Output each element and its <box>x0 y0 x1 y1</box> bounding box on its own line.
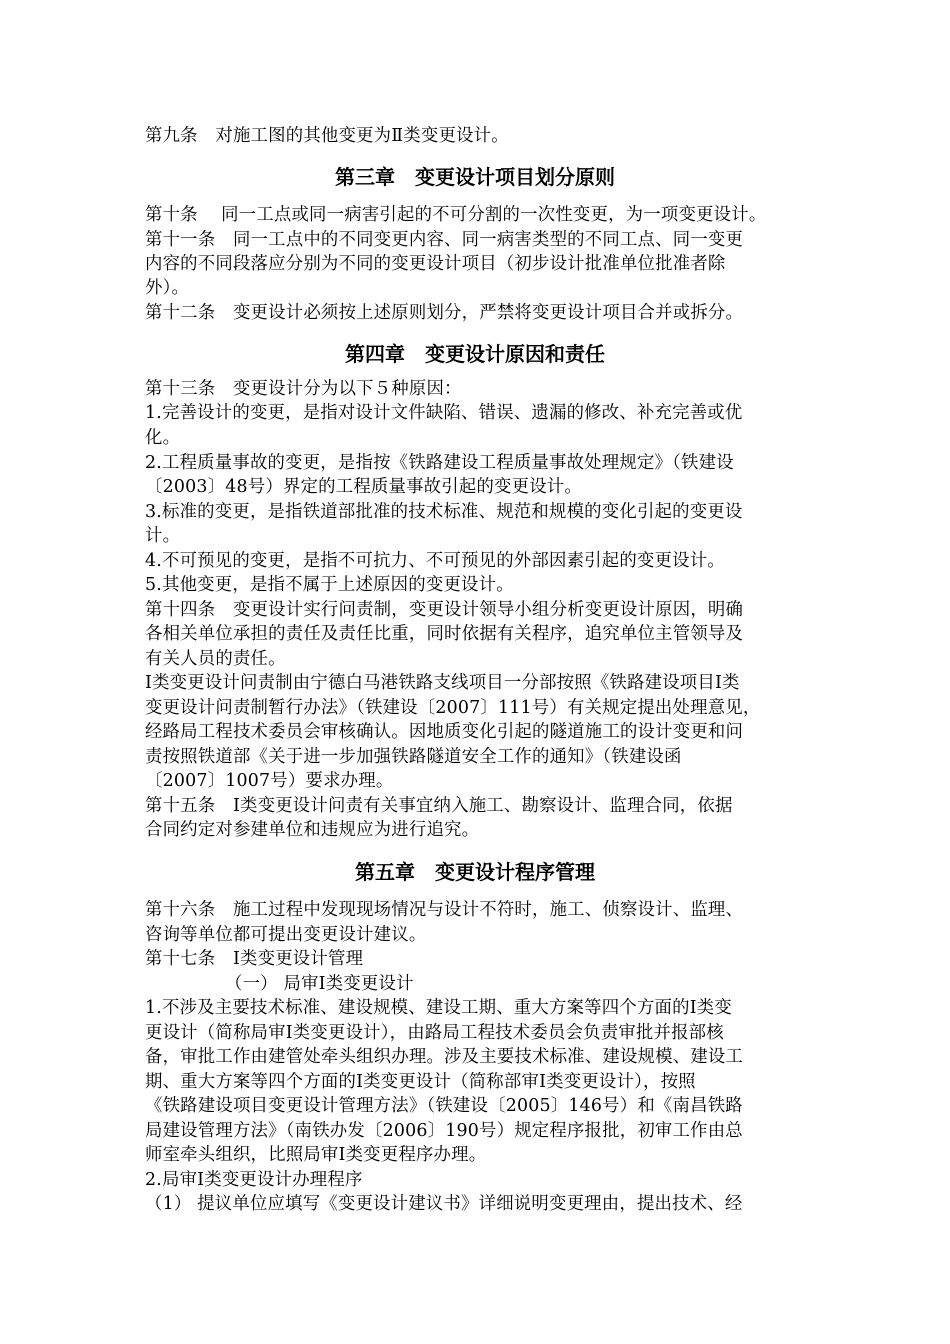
chapter-4-heading: 第四章 变更设计原因和责任 <box>345 342 605 366</box>
article-13: 第十三条 变更设计分为以下５种原因： <box>145 379 462 399</box>
reason-5: 5.其他变更，是指不属于上述原因的变更设计。 <box>145 575 514 595</box>
item-1-line-6: 局建设管理方法》（南铁办发〔2006〕190号）规定程序报批，初审工作由总 <box>145 1121 743 1141</box>
item-1-line-1: 1.不涉及主要技术标准、建设规模、建设工期、重大方案等四个方面的Ⅰ类变 <box>145 998 732 1018</box>
reason-4: 4.不可预见的变更，是指不可抗力、不可预见的外部因素引起的变更设计。 <box>145 551 725 571</box>
item-1-line-5: 《铁路建设项目变更设计管理方法》（铁建设〔2005〕146号）和《南昌铁路 <box>145 1096 743 1116</box>
item-1-line-2: 更设计（简称局审Ⅰ类变更设计），由路局工程技术委员会负责审批并报部核 <box>145 1023 724 1043</box>
item-1-line-4: 期、重大方案等四个方面的Ⅰ类变更设计（简称部审Ⅰ类变更设计），按照 <box>145 1072 696 1092</box>
chapter-5-heading: 第五章 变更设计程序管理 <box>355 860 595 884</box>
accountability-line-2: 变更设计问责制暂行办法》（铁建设〔2007〕111号）有关规定提出处理意见， <box>145 698 761 718</box>
article-14-line-1: 第十四条 变更设计实行问责制，变更设计领导小组分析变更设计原因，明确 <box>145 600 744 620</box>
article-10: 第十条 同一工点或同一病害引起的不可分割的一次性变更，为一项变更设计。 <box>145 205 767 225</box>
section-1-title: （一） 局审Ⅰ类变更设计 <box>225 974 414 994</box>
article-16-line-1: 第十六条 施工过程中发现现场情况与设计不符时，施工、侦察设计、监理、 <box>145 900 744 920</box>
article-11-line-2: 内容的不同段落应分别为不同的变更设计项目（初步设计批准单位批准者除 <box>145 254 726 274</box>
accountability-line-5: 〔2007〕1007号）要求办理。 <box>145 771 394 791</box>
article-15-line-2: 合同约定对参建单位和违规应为进行追究。 <box>145 820 480 840</box>
reason-2-line-1: 2.工程质量事故的变更，是指按《铁路建设工程质量事故处理规定》（铁建设 <box>145 453 734 473</box>
article-14-line-2: 各相关单位承担的责任及责任比重，同时依据有关程序，追究单位主管领导及 <box>145 624 744 644</box>
item-1-line-7: 师室牵头组织，比照局审Ⅰ类变更程序办理。 <box>145 1145 487 1165</box>
article-11-line-1: 第十一条 同一工点中的不同变更内容、同一病害类型的不同工点、同一变更 <box>145 230 744 250</box>
article-9: 第九条 对施工图的其他变更为Ⅱ类变更设计。 <box>145 126 509 146</box>
reason-2-line-2: 〔2003〕48号）界定的工程质量事故引起的变更设计。 <box>145 477 582 497</box>
procedure-1-line-1: （1） 提议单位应填写《变更设计建议书》详细说明变更理由，提出技术、经 <box>145 1194 743 1214</box>
reason-1-line-2: 化。 <box>145 428 181 448</box>
article-11-line-3: 外）。 <box>145 278 190 298</box>
reason-3-line-1: 3.标准的变更，是指铁道部批准的技术标准、规范和规模的变化引起的变更设 <box>145 502 743 522</box>
article-15-line-1: 第十五条 Ⅰ类变更设计问责有关事宜纳入施工、勘察设计、监理合同，依据 <box>145 796 733 816</box>
article-16-line-2: 咨询等单位都可提出变更设计建议。 <box>145 925 427 945</box>
accountability-line-1: Ⅰ类变更设计问责制由宁德白马港铁路支线项目一分部按照《铁路建设项目Ⅰ类 <box>145 673 740 693</box>
reason-3-line-2: 计。 <box>145 526 181 546</box>
article-17: 第十七条 Ⅰ类变更设计管理 <box>145 949 364 969</box>
article-14-line-3: 有关人员的责任。 <box>145 649 286 669</box>
accountability-line-4: 责按照铁道部《关于进一步加强铁路隧道安全工作的通知》（铁建设函 <box>145 747 682 767</box>
reason-1-line-1: 1.完善设计的变更，是指对设计文件缺陷、错误、遗漏的修改、补充完善或优 <box>145 403 743 423</box>
article-12: 第十二条 变更设计必须按上述原则划分，严禁将变更设计项目合并或拆分。 <box>145 303 744 323</box>
accountability-line-3: 经路局工程技术委员会审核确认。因地质变化引起的隧道施工的设计变更和问 <box>145 722 744 742</box>
chapter-3-heading: 第三章 变更设计项目划分原则 <box>335 165 615 189</box>
item-2: 2.局审Ⅰ类变更设计办理程序 <box>145 1170 363 1190</box>
item-1-line-3: 备，审批工作由建管处牵头组织办理。涉及主要技术标准、建设规模、建设工 <box>145 1047 744 1067</box>
